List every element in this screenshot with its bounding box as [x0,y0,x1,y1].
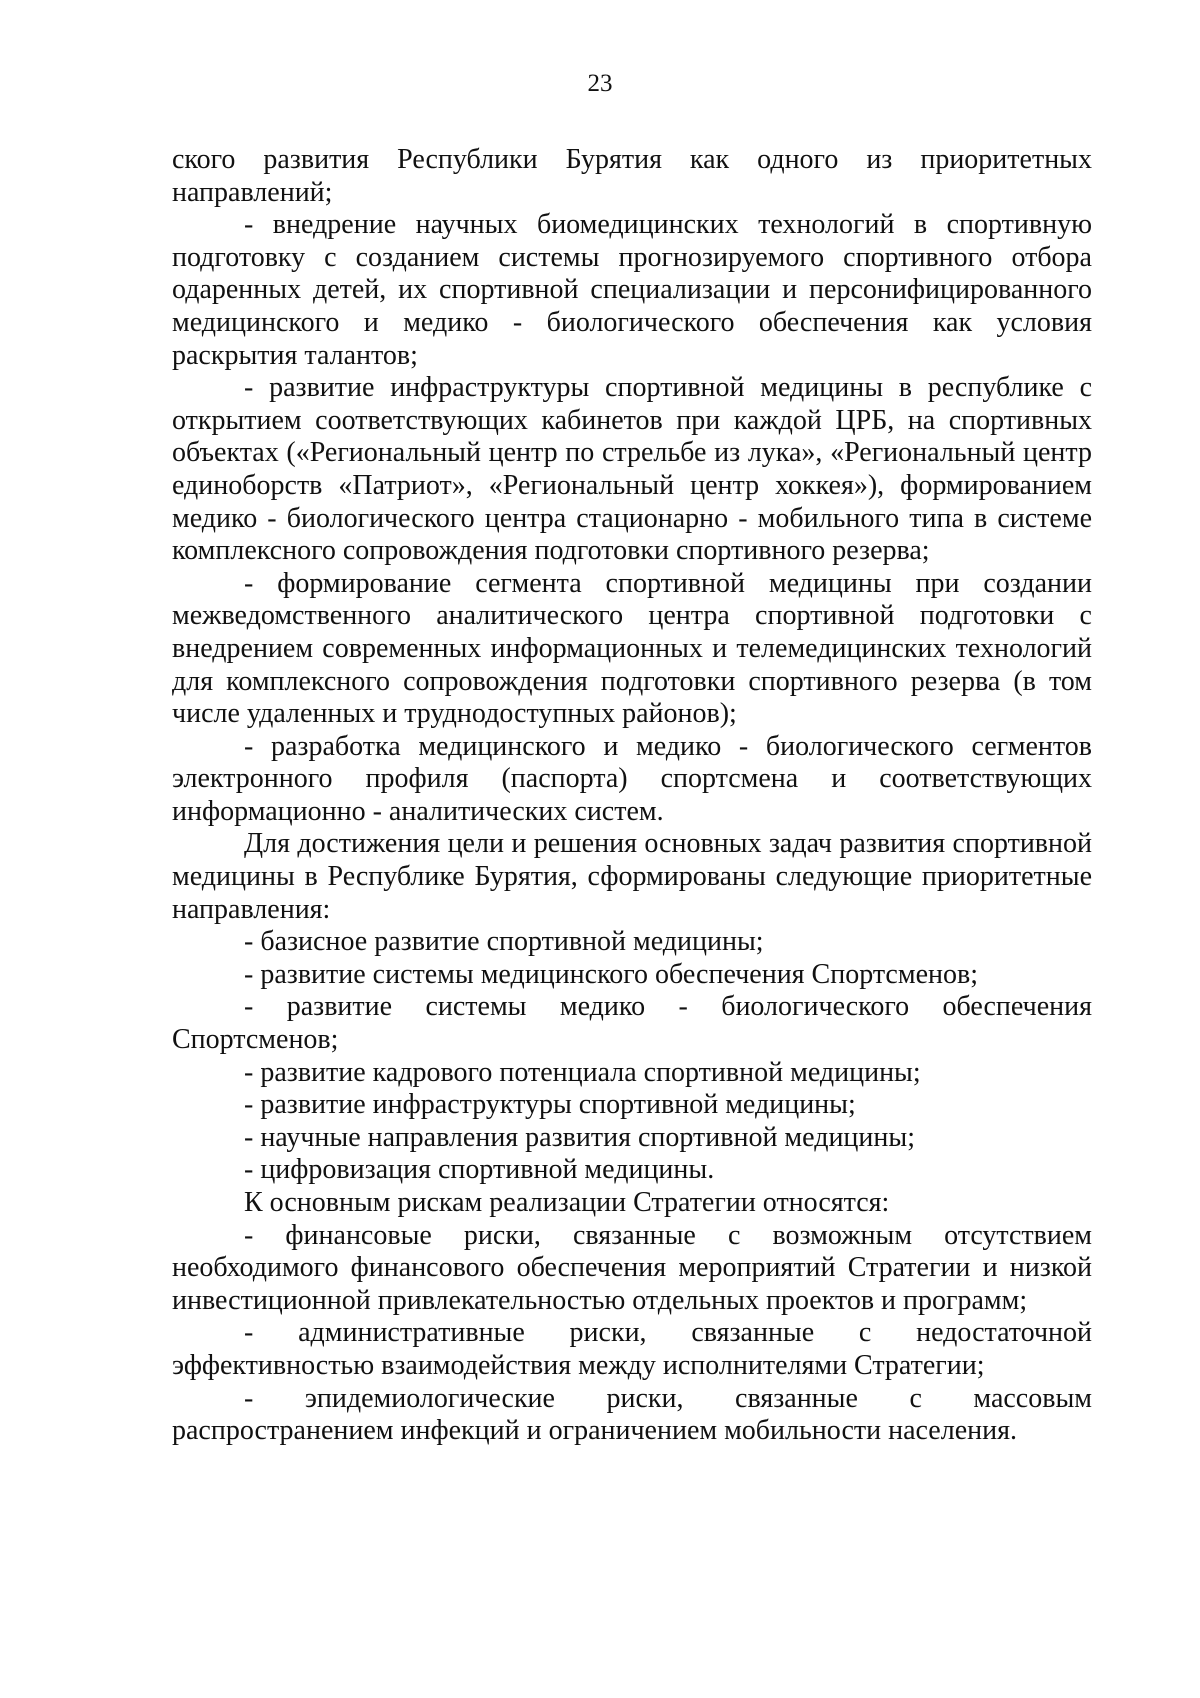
list-item: - научные направления развития спортивной медицины; [244,1121,915,1153]
page-number: 23 [587,70,613,97]
list-item: - эпидемиологические риски, связанные с массовым распространением инфекций и ограничением мобильности населения. [172,1382,1092,1447]
list-item: - развитие системы медико - биологического обеспечения Спортсменов; [172,991,1092,1056]
paragraph: - формирование сегмента спортивной медицины при создании межведомственного аналитического центра спортивной подготовки с внедрением современных информационных и телемедицинских технологий для комплексного сопровождения подготовки спортивного резерва (в том числе удаленных и труднодоступных районов); [172,567,1092,730]
paragraph: К основным рискам реализации Стратегии относятся: [244,1187,890,1218]
document-body [172,144,1092,1448]
paragraph: Для достижения цели и решения основных задач развития спортивной медицины в Республике Бурятия, сформированы следующие приоритетные направления: [172,828,1092,925]
list-item: - финансовые риски, связанные с возможным отсутствием необходимого финансового обеспечения мероприятий Стратегии и низкой инвестиционной привлекательностью отдельных проектов и программ; [172,1219,1092,1316]
paragraph: - развитие инфраструктуры спортивной медицины в республике с открытием соответствующих кабинетов при каждой ЦРБ, на спортивных объектах («Региональный центр по стрельбе из лука», «Региональный центр единоборств «Патриот», «Региональный центр хоккея»), формированием медико - биологического центра стационарно - мобильного типа в системе комплексного сопровождения подготовки спортивного резерва; [172,372,1092,567]
paragraph: - внедрение научных биомедицинских технологий в спортивную подготовку с созданием системы прогнозируемого спортивного отбора одаренных детей, их спортивной специализации и персонифицированного медицинского и медико - биологического обеспечения как условия раскрытия талантов; [172,209,1092,371]
list-item: - развитие системы медицинского обеспечения Спортсменов; [244,958,978,990]
list-item: - развитие кадрового потенциала спортивной медицины; [244,1056,921,1088]
list-item: - базисное развитие спортивной медицины; [244,926,764,958]
list-item: - цифровизация спортивной медицины. [244,1154,715,1186]
paragraph: - разработка медицинского и медико - биологического сегментов электронного профиля (паспорта) спортсмена и соответствующих информационно - аналитических систем. [172,730,1092,827]
list-item: - административные риски, связанные с недостаточной эффективностью взаимодействия между исполнителями Стратегии; [172,1317,1092,1381]
paragraph: ского развития Республики Бурятия как одного из приоритетных направлений; [172,144,1092,208]
list-item: - развитие инфраструктуры спортивной медицины; [244,1089,856,1121]
